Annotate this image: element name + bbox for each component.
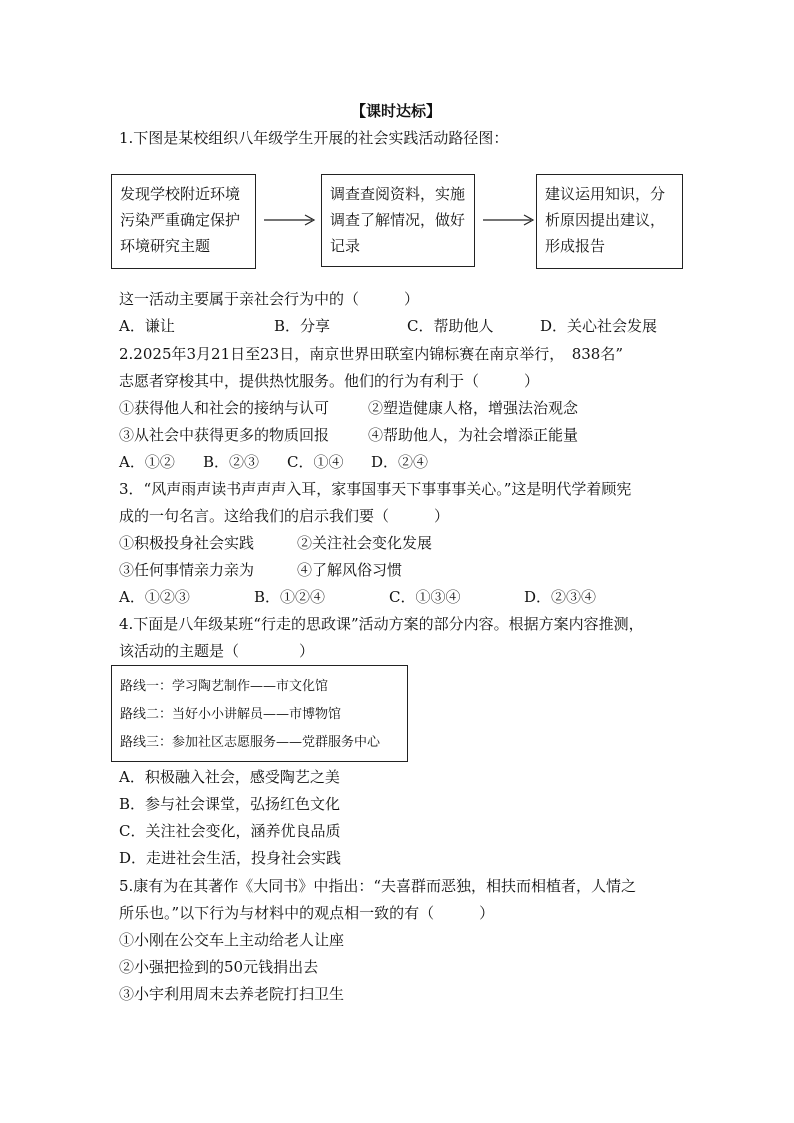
q4-option-c: C．关注社会变化，涵养优良品质: [119, 822, 341, 840]
q3-item-4: ④了解风俗习惯: [297, 561, 403, 579]
q1-option-c: C．帮助他人: [407, 317, 494, 335]
q1-question: 这一活动主要属于亲社会行为中的（ ）: [119, 290, 420, 308]
q5-item-2: ②小强把捡到的50元钱捐出去: [119, 958, 319, 976]
route-3: 路线三：参加社区志愿服务——党群服务中心: [120, 735, 381, 750]
q3-option-c: C．①③④: [389, 588, 461, 606]
route-1: 路线一：学习陶艺制作——市文化馆: [120, 679, 329, 694]
q1-option-a: A．谦让: [119, 317, 175, 335]
q3-item-1: ①积极投身社会实践: [119, 534, 255, 552]
q4-line2: 该活动的主题是（ ）: [119, 642, 315, 660]
q2-item-1: ①获得他人和社会的接纳与认可: [119, 399, 330, 417]
route-box: [111, 665, 408, 762]
q2-option-c: C．①④: [287, 453, 344, 471]
q4-option-d: D．走进社会生活，投身社会实践: [119, 849, 342, 867]
q4-line1: 4.下面是八年级某班“行走的思政课”活动方案的部分内容。根据方案内容推测，: [119, 615, 644, 633]
q3-option-d: D．②③④: [524, 588, 597, 606]
q5-item-1: ①小刚在公交车上主动给老人让座: [119, 931, 345, 949]
q2-item-4: ④帮助他人，为社会增添正能量: [368, 426, 579, 444]
q3-line2: 成的一句名言。这给我们的启示我们要（ ）: [119, 507, 450, 525]
q5-line1: 5.康有为在其著作《大同书》中指出：“夫喜群而恶独，相扶而相植者，人情之: [119, 877, 636, 895]
flow-arrow-2-icon: [481, 213, 537, 227]
q2-option-b: B．②③: [203, 453, 260, 471]
section-title: 【课时达标】: [351, 102, 442, 120]
q4-option-b: B．参与社会课堂，弘扬红色文化: [119, 795, 341, 813]
q1-option-d: D．关心社会发展: [540, 317, 658, 335]
q2-item-2: ②塑造健康人格，增强法治观念: [368, 399, 579, 417]
q3-option-b: B．①②④: [254, 588, 326, 606]
q3-line1: 3．“风声雨声读书声声声入耳，家事国事天下事事事关心。”这是明代学着顾宪: [119, 480, 632, 498]
flow-arrow-1-icon: [262, 213, 318, 227]
q1-option-b: B．分享: [274, 317, 331, 335]
q4-option-a: A．积极融入社会，感受陶艺之美: [119, 768, 340, 786]
q3-item-2: ②关注社会变化发展: [297, 534, 433, 552]
flow-box-1: 发现学校附近环境污染严重确定保护环境研究主题: [111, 174, 256, 269]
q3-item-3: ③任何事情亲力亲为: [119, 561, 255, 579]
q3-option-a: A．①②③: [119, 588, 190, 606]
q2-line1: 2.2025年3月21日至23日，南京世界田联室内锦标赛在南京举行， 838名”: [119, 345, 624, 363]
route-2: 路线二：当好小小讲解员——市博物馆: [120, 707, 342, 722]
q1-stem: 1.下图是某校组织八年级学生开展的社会实践活动路径图：: [119, 129, 509, 147]
q5-line2: 所乐也。”以下行为与材料中的观点相一致的有（ ）: [119, 904, 495, 922]
flow-box-2: 调查查阅资料，实施调查了解情况，做好记录: [321, 174, 475, 267]
q5-item-3: ③小宇利用周末去养老院打扫卫生: [119, 985, 345, 1003]
q2-option-a: A．①②: [119, 453, 175, 471]
flow-box-3: 建议运用知识，分析原因提出建议，形成报告: [536, 174, 683, 269]
q2-item-3: ③从社会中获得更多的物质回报: [119, 426, 330, 444]
q2-line2: 志愿者穿梭其中，提供热忱服务。他们的行为有利于（ ）: [119, 372, 540, 390]
q2-option-d: D．②④: [371, 453, 429, 471]
